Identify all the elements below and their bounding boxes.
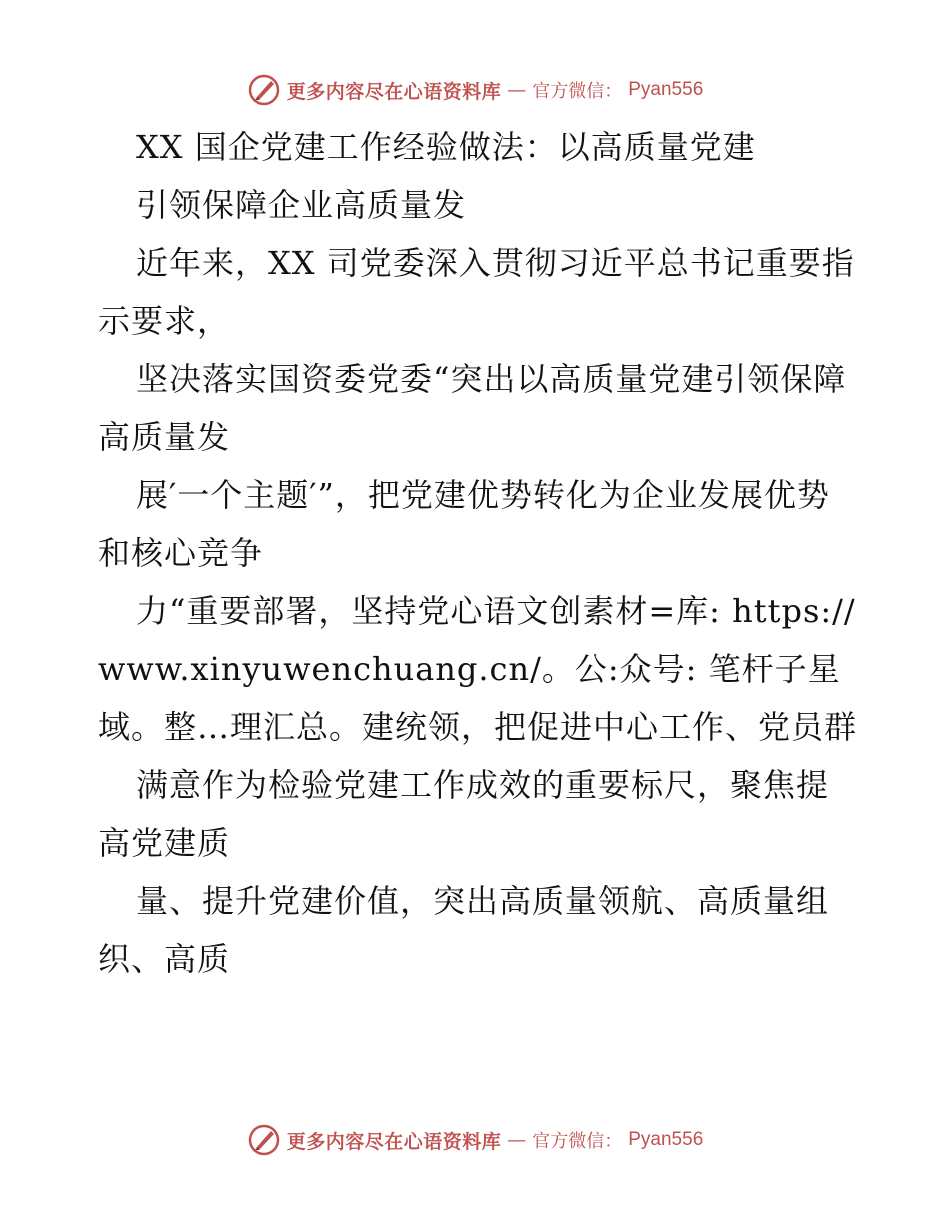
quill-pen-logo-icon bbox=[247, 73, 281, 107]
paragraph: 展′一个主题′”，把党建优势转化为企业发展优势和核心竞争 bbox=[98, 476, 830, 572]
banner-contact-label: 官方微信： bbox=[532, 81, 623, 102]
footer-contact-id: Pyan556 bbox=[628, 1129, 704, 1150]
footer-contact-label: 官方微信： bbox=[532, 1131, 623, 1152]
footer-banner bbox=[0, 1120, 950, 1160]
banner-dash: — bbox=[507, 79, 527, 101]
document-title-line-1: XX 国企党建工作经验做法：以高质量党建 bbox=[136, 128, 756, 166]
paragraph: 满意作为检验党建工作成效的重要标尺，聚焦提高党建质 bbox=[98, 766, 830, 862]
footer-dash: — bbox=[507, 1129, 527, 1151]
paragraph: 量、提升党建价值，突出高质量领航、高质量组织、高质 bbox=[98, 882, 830, 978]
banner-brand-text: 更多内容尽在心语资料库 bbox=[286, 80, 502, 103]
header-banner bbox=[0, 70, 950, 110]
paragraph-with-url: 力“重要部署，坚持党心语文创素材=库: https://www.xinyuwenchuang.cn/。公:众号: 笔杆子星域。整…理汇总。建统领，把促进中心工作、党员群 bbox=[98, 592, 858, 746]
document-body bbox=[98, 118, 858, 988]
quill-pen-logo-icon bbox=[247, 1123, 281, 1157]
paragraph: 坚决落实国资委党委“突出以高质量党建引领保障高质量发 bbox=[98, 360, 847, 456]
document-title-line-2: 引领保障企业高质量发 bbox=[136, 186, 467, 224]
footer-brand-text: 更多内容尽在心语资料库 bbox=[286, 1130, 502, 1153]
paragraph: 近年来，XX 司党委深入贯彻习近平总书记重要指示要求， bbox=[98, 244, 855, 340]
banner-contact-id: Pyan556 bbox=[628, 79, 704, 100]
